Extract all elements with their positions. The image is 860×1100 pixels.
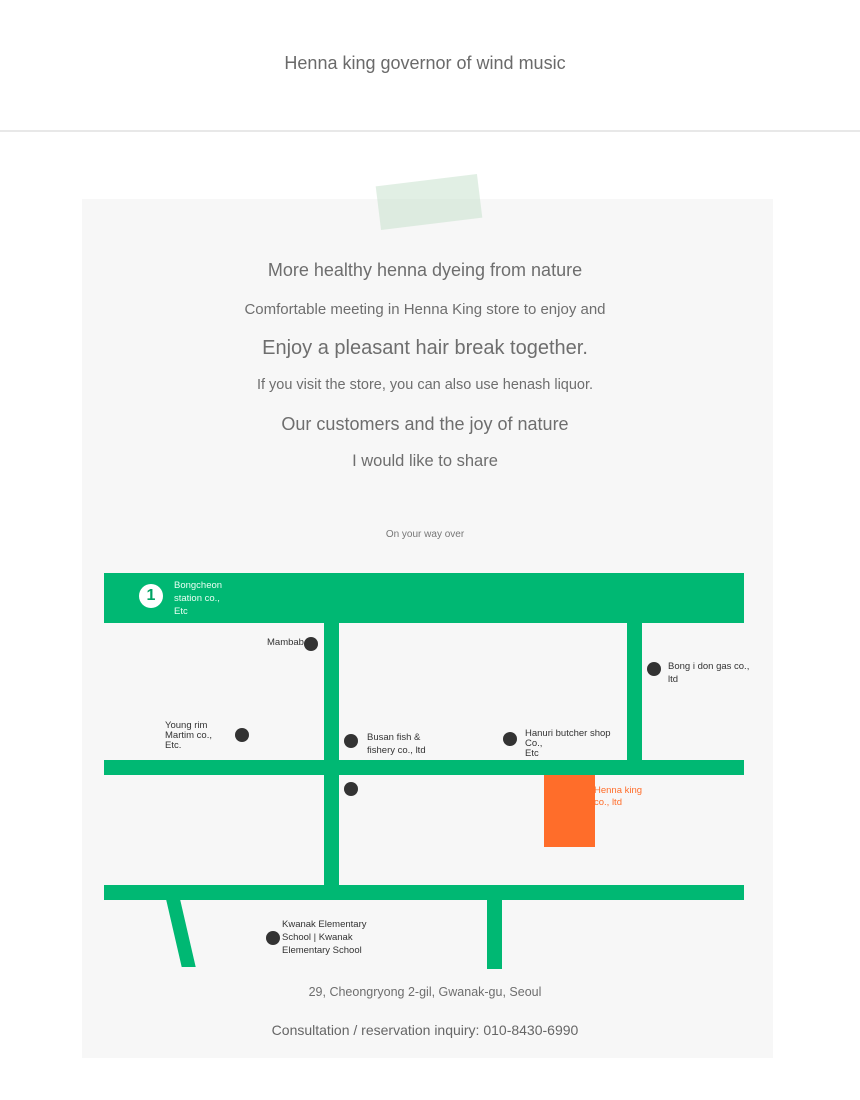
intro-line-1: More healthy henna dyeing from nature: [267, 260, 583, 280]
site-title[interactable]: Henna king governor of wind music: [284, 53, 566, 73]
road-middle: [104, 760, 744, 775]
map-caption: On your way over: [385, 529, 465, 540]
pin-hanuri-icon: [503, 732, 517, 746]
intro-line-5: Our customers and the joy of nature: [281, 414, 569, 434]
intro-line-2: Comfortable meeting in Henna King store to enjoy and: [244, 301, 606, 318]
intro-line-4: If you visit the store, you can also use henash liquor.: [256, 377, 594, 393]
road-vertical-left: [324, 622, 339, 885]
label-school: Kwanak Elementary School | Kwanak Elementary School: [282, 919, 367, 956]
label-henna-king: Henna king co., ltd: [594, 785, 643, 808]
intro-line-6: I would like to share: [352, 452, 498, 470]
henna-king-store-marker: [544, 775, 595, 847]
label-youngrim: Young rim Martim co., Etc.: [165, 720, 212, 751]
intro-line-3: Enjoy a pleasant hair break together.: [262, 337, 588, 359]
label-bongidon: Bong i don gas co., ltd: [668, 661, 750, 685]
pin-school-icon: [266, 931, 280, 945]
pin-busan-icon: [344, 734, 358, 748]
station-label: Bongcheon station co., Etc: [174, 580, 223, 617]
label-mambab: Mambab: [267, 637, 304, 648]
road-bottom: [104, 885, 744, 900]
pin-unlabeled-icon: [344, 782, 358, 796]
pin-bongidon-icon: [647, 662, 661, 676]
label-busan: Busan fish & fishery co., ltd: [367, 732, 426, 756]
phone-inquiry[interactable]: Consultation / reservation inquiry: 010-8430-6990: [271, 1022, 579, 1038]
label-hanuri: Hanuri butcher shop Co., Etc: [525, 728, 611, 759]
header: [0, 0, 860, 132]
road-vertical-bottom: [487, 900, 502, 969]
address: 29, Cheongryong 2-gil, Gwanak-gu, Seoul: [308, 985, 542, 999]
pin-youngrim-icon: [235, 728, 249, 742]
subway-line-1-icon: 1: [139, 584, 163, 608]
road-vertical-right: [627, 622, 642, 762]
pin-mambab-icon: [304, 637, 318, 651]
